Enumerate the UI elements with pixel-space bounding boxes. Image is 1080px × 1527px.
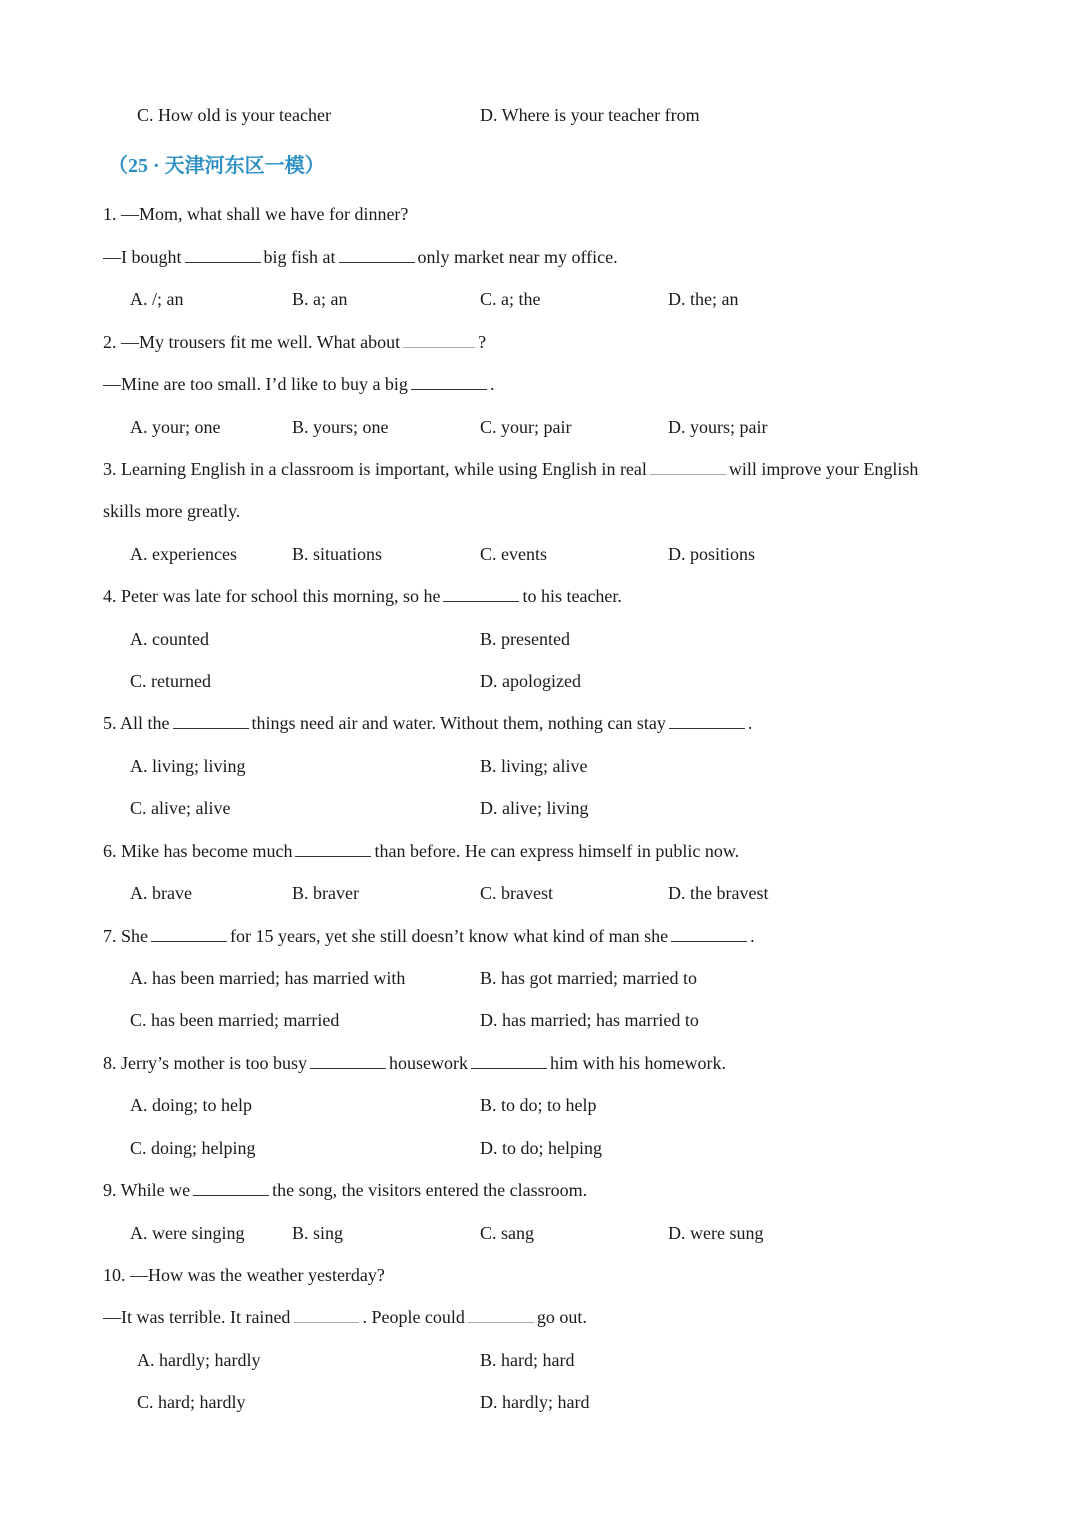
answer-blank [173, 712, 249, 729]
question-8-option-d: D. to do; helping [480, 1138, 602, 1158]
question-3-option-d: D. positions [668, 544, 756, 564]
question-2-reply: —Mine are too small. I’d like to buy a big . [103, 374, 495, 394]
question-10-option-d: D. hardly; hard [480, 1392, 590, 1412]
question-6-option-b: B. braver [292, 883, 359, 903]
question-10-stem: 10. —How was the weather yesterday? [103, 1265, 385, 1285]
answer-blank [403, 331, 475, 348]
question-4-stem: 4. Peter was late for school this morning, so he to his teacher. [103, 586, 622, 606]
answer-blank [339, 246, 415, 263]
question-9-option-b: B. sing [292, 1223, 344, 1243]
question-6-option-d: D. the bravest [668, 883, 769, 903]
answer-blank [411, 373, 487, 390]
answer-blank [669, 712, 745, 729]
question-9-option-d: D. were sung [668, 1223, 764, 1243]
question-5-option-b: B. living; alive [480, 756, 588, 776]
question-7-stem: 7. She for 15 years, yet she still doesn’t know what kind of man she . [103, 926, 755, 946]
question-7-option-a: A. has been married; has married with [130, 968, 406, 988]
question-1-option-b: B. a; an [292, 289, 348, 309]
question-3-option-b: B. situations [292, 544, 383, 564]
question-7-option-b: B. has got married; married to [480, 968, 697, 988]
question-4-option-c: C. returned [130, 671, 211, 691]
question-2-stem: 2. —My trousers fit me well. What about ? [103, 332, 487, 352]
answer-blank [293, 1306, 359, 1323]
answer-blank [295, 840, 371, 857]
answer-blank [185, 246, 261, 263]
question-5-option-d: D. alive; living [480, 798, 589, 818]
question-8-option-b: B. to do; to help [480, 1095, 597, 1115]
question-3-stem: 3. Learning English in a classroom is important, while using English in real will improve your English [103, 459, 919, 479]
answer-blank [193, 1179, 269, 1196]
question-1-option-a: A. /; an [130, 289, 184, 309]
question-10-option-b: B. hard; hard [480, 1350, 575, 1370]
prev-option-c: C. How old is your teacher [137, 105, 331, 125]
answer-blank [443, 585, 519, 602]
question-9-stem: 9. While we the song, the visitors entered the classroom. [103, 1180, 588, 1200]
question-4-option-b: B. presented [480, 629, 570, 649]
answer-blank [151, 925, 227, 942]
answer-blank [310, 1052, 386, 1069]
question-5-option-c: C. alive; alive [130, 798, 231, 818]
question-10-option-a: A. hardly; hardly [137, 1350, 261, 1370]
answer-blank [468, 1306, 534, 1323]
question-8-option-c: C. doing; helping [130, 1138, 256, 1158]
question-2-option-a: A. your; one [130, 417, 221, 437]
question-10-option-c: C. hard; hardly [137, 1392, 246, 1412]
answer-blank [471, 1052, 547, 1069]
question-1-stem: 1. —Mom, what shall we have for dinner? [103, 204, 409, 224]
prev-option-d: D. Where is your teacher from [480, 105, 700, 125]
question-7-option-c: C. has been married; married [130, 1010, 340, 1030]
question-8-stem: 8. Jerry’s mother is too busy housework him with his homework. [103, 1053, 726, 1073]
section-title: （25 · 天津河东区一模） [108, 155, 325, 177]
question-9-option-c: C. sang [480, 1223, 534, 1243]
question-2-option-c: C. your; pair [480, 417, 572, 437]
question-6-option-c: C. bravest [480, 883, 553, 903]
question-1-reply: —I bought big fish at only market near my office. [103, 247, 618, 267]
question-9-option-a: A. were singing [130, 1223, 245, 1243]
question-4-option-d: D. apologized [480, 671, 581, 691]
question-1-option-c: C. a; the [480, 289, 541, 309]
question-7-option-d: D. has married; has married to [480, 1010, 699, 1030]
question-3-stem-cont: skills more greatly. [103, 501, 241, 521]
answer-blank [650, 458, 726, 475]
question-5-option-a: A. living; living [130, 756, 246, 776]
question-6-option-a: A. brave [130, 883, 192, 903]
question-1-option-d: D. the; an [668, 289, 739, 309]
question-4-option-a: A. counted [130, 629, 209, 649]
question-3-option-a: A. experiences [130, 544, 237, 564]
question-6-stem: 6. Mike has become much than before. He can express himself in public now. [103, 841, 740, 861]
question-2-option-d: D. yours; pair [668, 417, 768, 437]
question-3-option-c: C. events [480, 544, 547, 564]
question-5-stem: 5. All the things need air and water. Without them, nothing can stay . [103, 713, 753, 733]
answer-blank [671, 925, 747, 942]
question-10-reply: —It was terrible. It rained . People could go out. [103, 1307, 587, 1327]
question-8-option-a: A. doing; to help [130, 1095, 252, 1115]
question-2-option-b: B. yours; one [292, 417, 389, 437]
